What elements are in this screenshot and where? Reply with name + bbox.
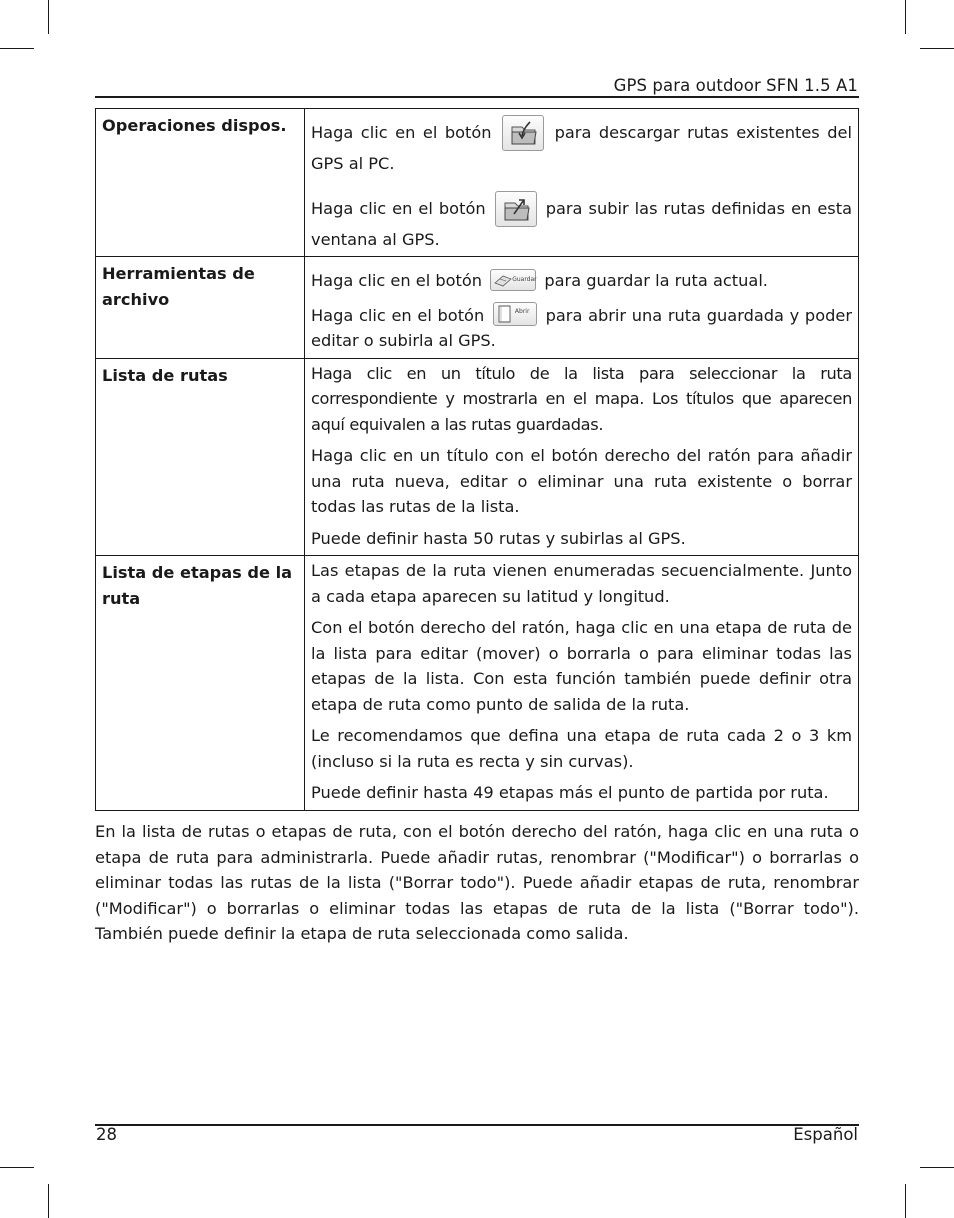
footer-rule [95,1124,859,1126]
row-label: Lista de etapas de la ruta [96,556,305,811]
text-segment: para abrir una ruta guardada y poder editar o subirla al GPS. [311,305,852,350]
footer-language: Español [793,1125,858,1144]
row-description [305,358,859,556]
crop-mark [0,48,34,49]
crop-mark [905,0,906,34]
paragraph: Puede definir hasta 49 etapas más el punto de partida por ruta. [311,783,829,802]
text-segment: Haga clic en el botón [311,198,486,218]
open-file-icon [493,302,537,326]
crop-mark [48,1184,49,1218]
body-paragraph: En la lista de rutas o etapas de ruta, con el botón derecho del ratón, haga clic en una ruta o etapa de ruta para administrarla. Puede añadir rutas, renombrar ("Modificar") o borrarlas o eliminar todas las rutas de la lista ("Borrar todo"). Puede añadir etapas de ruta, renombrar ("Modificar") o borrarlas o eliminar todas las etapas de ruta de la lista ("Borrar todo"). También puede definir la etapa de ruta seleccionada como salida. [95,822,859,943]
crop-mark [905,1184,906,1218]
crop-mark [920,1167,954,1168]
crop-mark [0,1167,34,1168]
table-row [96,556,859,811]
paragraph: Puede definir hasta 50 rutas y subirlas al GPS. [311,528,686,548]
download-from-gps-icon [502,115,544,151]
icon-caption: Guardar [512,276,537,283]
table-row [96,109,859,257]
paragraph: Haga clic en un título de la lista para seleccionar la ruta correspondiente y mostrarla en el mapa. Los títulos que aparecen aquí equivalen a las rutas guardadas. [311,363,852,434]
header-rule [95,96,859,98]
row-description [305,109,859,257]
crop-mark [920,48,954,49]
feature-table [95,108,859,811]
text-segment: Haga clic en el botón [311,271,483,290]
crop-mark [48,0,49,34]
paragraph: Haga clic en un título con el botón derecho del ratón para añadir una ruta nueva, editar o eliminar una ruta existente o borrar todas las rutas de la lista. [311,446,852,516]
page-number: 28 [96,1125,117,1144]
row-label: Lista de rutas [96,358,305,556]
text-segment: para guardar la ruta actual. [544,271,768,290]
paragraph: Le recomendamos que defina una etapa de ruta cada 2 o 3 km (incluso si la ruta es recta y sin curvas). [311,726,852,771]
row-label: Herramientas de archivo [96,257,305,359]
text-segment: Haga clic en el botón [311,123,492,142]
header-title: GPS para outdoor SFN 1.5 A1 [613,76,858,95]
paragraph: Con el botón derecho del ratón, haga clic en una etapa de ruta de la lista para editar (mover) o borrarla o para eliminar todas las etapas de la lista. Con esta función también puede definir otra etapa de ruta como punto de salida de la ruta. [311,618,852,714]
upload-to-gps-icon [495,191,537,227]
row-label: Operaciones dispos. [96,109,305,257]
paragraph: Las etapas de la ruta vienen enumeradas secuencialmente. Junto a cada etapa aparecen su latitud y longitud. [311,561,852,606]
row-description [305,556,859,811]
row-description [305,257,859,359]
table-row [96,257,859,359]
save-icon [490,269,536,291]
table-row [96,358,859,556]
text-segment: Haga clic en el botón [311,305,485,325]
text-segment: para subir las rutas definidas en esta ventana al GPS. [311,198,852,249]
text-segment: para descargar rutas existentes del GPS al PC. [311,123,852,173]
icon-caption: Abrir [514,307,530,315]
